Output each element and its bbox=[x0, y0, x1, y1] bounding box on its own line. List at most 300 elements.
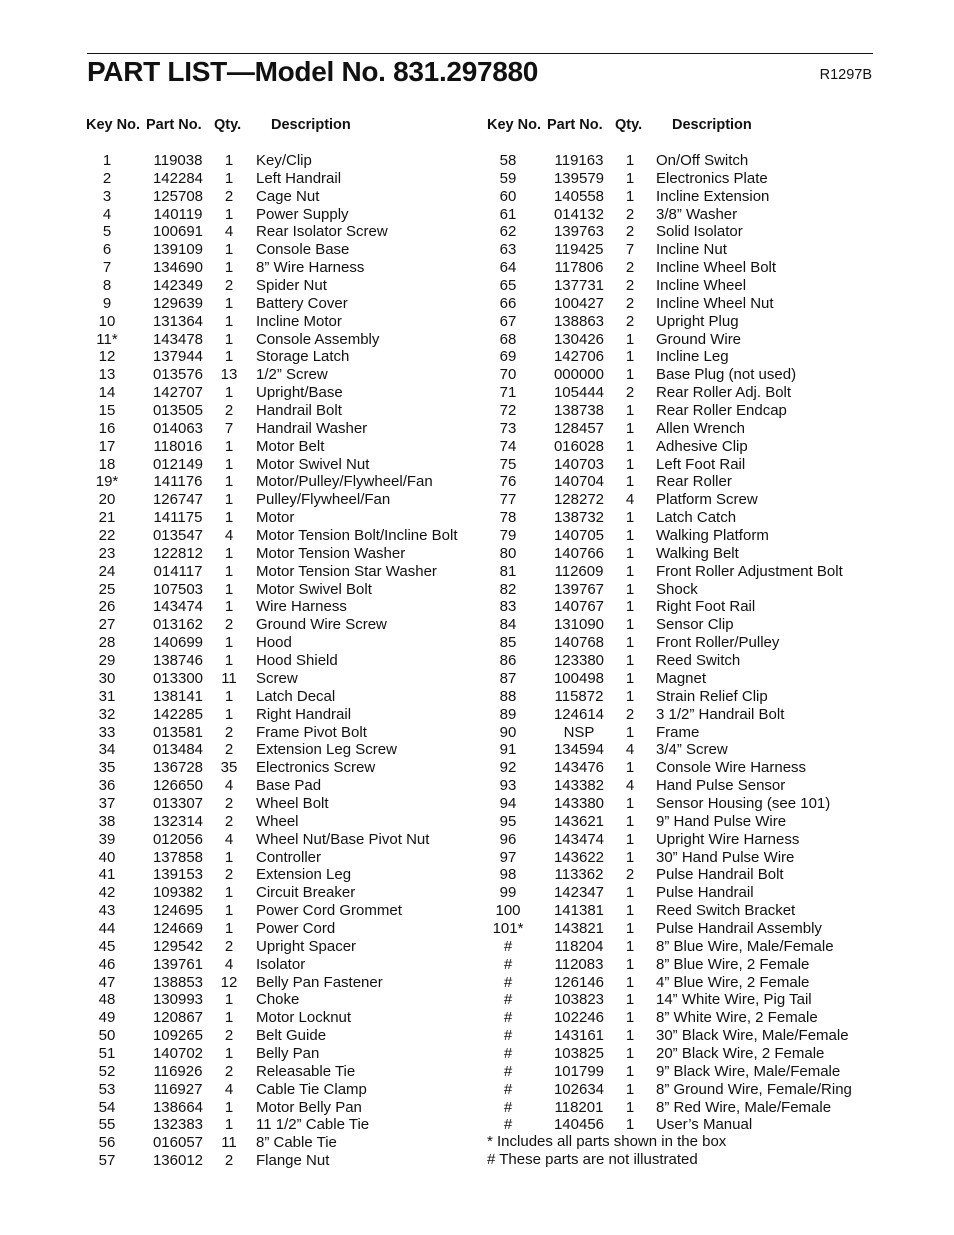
quantity: 1 bbox=[625, 348, 635, 366]
description: 8” Cable Tie bbox=[256, 1134, 337, 1152]
description: Power Cord Grommet bbox=[256, 902, 402, 920]
quantity: 1 bbox=[625, 955, 635, 973]
key-number: 62 bbox=[499, 223, 517, 241]
part-number: 014063 bbox=[152, 419, 204, 437]
part-number: 100691 bbox=[152, 223, 204, 241]
quantity: 1 bbox=[224, 152, 234, 169]
key-number: 44 bbox=[98, 919, 116, 937]
key-number: 45 bbox=[98, 937, 116, 955]
key-number: 92 bbox=[499, 759, 517, 777]
description: Releasable Tie bbox=[256, 1062, 356, 1080]
quantity: 1 bbox=[625, 848, 635, 866]
description: Motor Belt bbox=[256, 437, 325, 455]
quantity: 2 bbox=[224, 723, 234, 741]
key-number: 78 bbox=[499, 509, 517, 527]
quantity: 1 bbox=[625, 1044, 635, 1062]
part-number: 140766 bbox=[553, 544, 605, 562]
right-header-qty: Qty. bbox=[615, 117, 643, 133]
part-number: 140702 bbox=[152, 1044, 204, 1062]
key-number: 94 bbox=[499, 794, 517, 812]
description: Walking Belt bbox=[656, 544, 739, 562]
key-number: 37 bbox=[98, 794, 116, 812]
part-number: 143478 bbox=[152, 330, 204, 348]
quantity: 1 bbox=[224, 294, 234, 312]
part-number: 128272 bbox=[553, 491, 605, 509]
description: 8” Blue Wire, Male/Female bbox=[656, 937, 834, 955]
part-number: 143621 bbox=[553, 812, 605, 830]
part-number: 126747 bbox=[152, 491, 204, 509]
key-number: 87 bbox=[499, 669, 517, 687]
key-number: 18 bbox=[98, 455, 116, 473]
part-number: 139153 bbox=[152, 866, 204, 884]
quantity: 1 bbox=[625, 437, 635, 455]
quantity: 1 bbox=[224, 348, 234, 366]
quantity: 1 bbox=[224, 580, 234, 598]
part-number: 143161 bbox=[553, 1027, 605, 1045]
part-number: 014117 bbox=[153, 562, 203, 580]
part-number: 143474 bbox=[152, 598, 204, 616]
description: Incline Leg bbox=[656, 348, 729, 366]
key-number: 43 bbox=[98, 902, 116, 920]
key-number: 27 bbox=[98, 616, 116, 634]
description: 11 1/2” Cable Tie bbox=[256, 1116, 370, 1134]
description: 8” Wire Harness bbox=[256, 259, 365, 277]
part-number: 131090 bbox=[553, 616, 605, 634]
key-number: 97 bbox=[499, 848, 517, 866]
part-number: 103823 bbox=[553, 991, 605, 1009]
description: Ground Wire bbox=[656, 330, 742, 348]
description: Storage Latch bbox=[256, 348, 350, 366]
quantity: 1 bbox=[625, 902, 635, 920]
part-number: 118201 bbox=[554, 1098, 604, 1116]
part-number: 143474 bbox=[553, 830, 605, 848]
description: Screw bbox=[256, 669, 298, 687]
part-number: 012056 bbox=[152, 830, 204, 848]
quantity: 1 bbox=[625, 455, 635, 473]
part-number: 013300 bbox=[152, 669, 204, 687]
part-number: 118204 bbox=[554, 937, 604, 955]
key-number: 22 bbox=[98, 527, 116, 545]
description: Hand Pulse Sensor bbox=[656, 777, 786, 795]
part-number: 141381 bbox=[553, 902, 605, 920]
part-number: 013581 bbox=[152, 723, 204, 741]
quantity: 4 bbox=[625, 491, 635, 509]
key-number: 15 bbox=[98, 402, 116, 420]
key-number: # bbox=[503, 955, 513, 973]
page-title: PART LIST—Model No. 831.297880 bbox=[87, 56, 539, 87]
part-number: 142347 bbox=[553, 884, 605, 902]
quantity: 2 bbox=[224, 187, 234, 205]
key-number: 50 bbox=[98, 1027, 116, 1045]
description: Right Handrail bbox=[256, 705, 352, 723]
key-number: 20 bbox=[98, 491, 116, 509]
description: Incline Extension bbox=[656, 187, 770, 205]
quantity: 2 bbox=[224, 812, 234, 830]
description: Platform Screw bbox=[656, 491, 758, 509]
part-number: 134690 bbox=[152, 259, 204, 277]
part-number: 138746 bbox=[152, 652, 204, 670]
key-number: # bbox=[503, 973, 513, 991]
part-number: 118016 bbox=[153, 437, 203, 455]
quantity: 2 bbox=[625, 705, 635, 723]
key-number: 28 bbox=[98, 634, 116, 652]
key-number: # bbox=[503, 1116, 513, 1134]
part-number: 123380 bbox=[553, 652, 605, 670]
part-number: 013484 bbox=[152, 741, 204, 759]
key-number: 82 bbox=[499, 580, 517, 598]
key-number: 85 bbox=[499, 634, 517, 652]
part-number: 112083 bbox=[554, 955, 604, 973]
document-code: R1297B bbox=[819, 67, 872, 83]
quantity: 1 bbox=[625, 527, 635, 545]
key-number: # bbox=[503, 1009, 513, 1027]
description: Latch Decal bbox=[256, 687, 336, 705]
description: Belly Pan bbox=[256, 1044, 320, 1062]
quantity: 1 bbox=[625, 669, 635, 687]
part-number: 138141 bbox=[152, 687, 204, 705]
quantity: 12 bbox=[220, 973, 238, 991]
key-number: 67 bbox=[499, 312, 517, 330]
part-number: 130993 bbox=[152, 991, 204, 1009]
quantity: 1 bbox=[224, 473, 234, 491]
part-number: 142349 bbox=[152, 277, 204, 295]
description: Magnet bbox=[656, 669, 707, 687]
key-number: 52 bbox=[98, 1062, 116, 1080]
key-number: 7 bbox=[102, 259, 112, 277]
quantity: 1 bbox=[625, 616, 635, 634]
quantity: 2 bbox=[625, 866, 635, 884]
description: Motor Swivel Bolt bbox=[256, 580, 372, 598]
key-number: 95 bbox=[499, 812, 517, 830]
key-number: 6 bbox=[102, 241, 112, 259]
description: Extension Leg bbox=[256, 866, 352, 884]
quantity: 1 bbox=[625, 473, 635, 491]
description: Wheel Bolt bbox=[256, 794, 329, 812]
description: Spider Nut bbox=[256, 277, 327, 295]
description: Motor Belly Pan bbox=[256, 1098, 362, 1116]
quantity: 1 bbox=[224, 544, 234, 562]
part-number: 100498 bbox=[553, 669, 605, 687]
description: Pulley/Flywheel/Fan bbox=[256, 491, 391, 509]
description: Incline Motor bbox=[256, 312, 342, 330]
description: Flange Nut bbox=[256, 1152, 330, 1170]
description: Motor Tension Washer bbox=[256, 544, 406, 562]
part-number: 137858 bbox=[152, 848, 204, 866]
part-number: 013547 bbox=[152, 527, 204, 545]
quantity: 1 bbox=[224, 902, 234, 920]
key-number: 33 bbox=[98, 723, 116, 741]
part-number: 120867 bbox=[152, 1009, 204, 1027]
description: Incline Nut bbox=[656, 241, 727, 259]
description: Left Foot Rail bbox=[656, 455, 746, 473]
part-number: 131364 bbox=[152, 312, 204, 330]
key-number: 99 bbox=[499, 884, 517, 902]
quantity: 1 bbox=[224, 919, 234, 937]
description: Motor Swivel Nut bbox=[256, 455, 370, 473]
description: Reed Switch bbox=[656, 652, 741, 670]
key-number: 101* bbox=[492, 919, 524, 937]
part-number: 136012 bbox=[152, 1152, 204, 1170]
quantity: 1 bbox=[625, 509, 635, 527]
description: Isolator bbox=[256, 955, 306, 973]
key-number: 86 bbox=[499, 652, 517, 670]
key-number: 3 bbox=[102, 187, 112, 205]
part-number: 136728 bbox=[152, 759, 204, 777]
part-number: 140705 bbox=[553, 527, 605, 545]
part-number: 103825 bbox=[553, 1044, 605, 1062]
description: Sensor Housing (see 101) bbox=[656, 794, 831, 812]
description: Walking Platform bbox=[656, 527, 769, 545]
key-number: 13 bbox=[98, 366, 116, 384]
part-number: 012149 bbox=[152, 455, 204, 473]
key-number: 41 bbox=[98, 866, 116, 884]
description: Extension Leg Screw bbox=[256, 741, 397, 759]
key-number: 30 bbox=[98, 669, 116, 687]
quantity: 1 bbox=[625, 187, 635, 205]
description: Choke bbox=[256, 991, 300, 1009]
quantity: 1 bbox=[625, 402, 635, 420]
quantity: 1 bbox=[224, 598, 234, 616]
key-number: # bbox=[503, 1027, 513, 1045]
key-number: 29 bbox=[98, 652, 116, 670]
key-number: # bbox=[503, 1080, 513, 1098]
description: Power Cord bbox=[256, 919, 336, 937]
description: 8” Blue Wire, 2 Female bbox=[656, 955, 810, 973]
part-number: 128457 bbox=[553, 419, 605, 437]
description: 3/8” Washer bbox=[656, 205, 738, 223]
part-number: 013576 bbox=[152, 366, 204, 384]
quantity: 1 bbox=[625, 1009, 635, 1027]
quantity: 1 bbox=[625, 973, 635, 991]
right-header-key: Key No. bbox=[487, 117, 541, 133]
key-number: 84 bbox=[499, 616, 517, 634]
key-number: 8 bbox=[102, 277, 112, 295]
key-number: 1 bbox=[102, 152, 112, 169]
quantity: 1 bbox=[224, 1009, 234, 1027]
quantity: 2 bbox=[224, 1062, 234, 1080]
description: Pulse Handrail bbox=[656, 884, 754, 902]
key-number: 35 bbox=[98, 759, 116, 777]
quantity: 11 bbox=[221, 1134, 237, 1152]
left-header-part: Part No. bbox=[146, 117, 202, 133]
description: 8” Red Wire, Male/Female bbox=[656, 1098, 832, 1116]
part-number: 139579 bbox=[553, 169, 605, 187]
quantity: 1 bbox=[625, 652, 635, 670]
part-number: 130426 bbox=[553, 330, 605, 348]
part-number: 129639 bbox=[152, 294, 204, 312]
quantity: 1 bbox=[224, 491, 234, 509]
key-number: 17 bbox=[98, 437, 116, 455]
description: Upright Spacer bbox=[256, 937, 357, 955]
description: Rear Isolator Screw bbox=[256, 223, 388, 241]
part-number: 140558 bbox=[553, 187, 605, 205]
description: Incline Wheel bbox=[656, 277, 747, 295]
key-number: 88 bbox=[499, 687, 517, 705]
part-number: 122812 bbox=[152, 544, 204, 562]
description: Ground Wire Screw bbox=[256, 616, 387, 634]
part-number: 143382 bbox=[553, 777, 605, 795]
quantity: 1 bbox=[625, 1098, 635, 1116]
part-number: 000000 bbox=[553, 366, 605, 384]
part-number: 013162 bbox=[152, 616, 204, 634]
part-number: 142284 bbox=[152, 169, 204, 187]
key-number: 34 bbox=[98, 741, 116, 759]
quantity: 2 bbox=[224, 1152, 234, 1170]
quantity: 1 bbox=[224, 884, 234, 902]
key-number: 90 bbox=[499, 723, 517, 741]
description: On/Off Switch bbox=[656, 152, 749, 169]
quantity: 1 bbox=[625, 884, 635, 902]
key-number: 58 bbox=[499, 152, 517, 169]
quantity: 4 bbox=[625, 741, 635, 759]
part-number: 138863 bbox=[553, 312, 605, 330]
key-number: # bbox=[503, 1098, 513, 1116]
description: Wheel Nut/Base Pivot Nut bbox=[256, 830, 430, 848]
key-number: 47 bbox=[98, 973, 116, 991]
quantity: 1 bbox=[625, 598, 635, 616]
key-number: # bbox=[503, 991, 513, 1009]
part-number: 138732 bbox=[553, 509, 605, 527]
quantity: 2 bbox=[625, 223, 635, 241]
description: Frame bbox=[656, 723, 700, 741]
quantity: 1 bbox=[224, 991, 234, 1009]
key-number: 36 bbox=[98, 777, 116, 795]
quantity: 1 bbox=[224, 634, 234, 652]
description: Circuit Breaker bbox=[256, 884, 356, 902]
quantity: 4 bbox=[224, 223, 234, 241]
part-number: 142285 bbox=[152, 705, 204, 723]
key-number: 9 bbox=[102, 294, 112, 312]
key-number: 14 bbox=[98, 384, 116, 402]
quantity: 1 bbox=[224, 259, 234, 277]
part-number: 139761 bbox=[152, 955, 204, 973]
key-number: 42 bbox=[98, 884, 116, 902]
description: Right Foot Rail bbox=[656, 598, 756, 616]
part-number: 113362 bbox=[554, 866, 604, 884]
description: 8” Ground Wire, Female/Ring bbox=[656, 1080, 852, 1098]
quantity: 1 bbox=[224, 205, 234, 223]
key-number: 26 bbox=[98, 598, 116, 616]
description: 8” White Wire, 2 Female bbox=[656, 1009, 818, 1027]
part-number: 107503 bbox=[152, 580, 204, 598]
description: Solid Isolator bbox=[656, 223, 743, 241]
quantity: 1 bbox=[625, 687, 635, 705]
quantity: 1 bbox=[224, 241, 234, 259]
part-number: 138738 bbox=[553, 402, 605, 420]
description: Key/Clip bbox=[256, 152, 312, 169]
part-number: 141176 bbox=[153, 473, 203, 491]
part-number: 102634 bbox=[553, 1080, 605, 1098]
description: Frame Pivot Bolt bbox=[256, 723, 367, 741]
key-number: # bbox=[503, 1062, 513, 1080]
key-number: # bbox=[503, 1044, 513, 1062]
description: Upright/Base bbox=[256, 384, 343, 402]
key-number: 66 bbox=[499, 294, 517, 312]
quantity: 1 bbox=[625, 759, 635, 777]
part-number: 013307 bbox=[152, 794, 204, 812]
quantity: 1 bbox=[224, 312, 234, 330]
part-number: 139763 bbox=[553, 223, 605, 241]
part-number: 143821 bbox=[553, 919, 605, 937]
quantity: 1 bbox=[625, 562, 635, 580]
part-number: 143622 bbox=[553, 848, 605, 866]
quantity: 1 bbox=[224, 330, 234, 348]
key-number: 61 bbox=[499, 205, 517, 223]
part-number: 109265 bbox=[152, 1027, 204, 1045]
description: 30” Black Wire, Male/Female bbox=[656, 1027, 849, 1045]
part-number: 100427 bbox=[553, 294, 605, 312]
part-number: 126650 bbox=[152, 777, 204, 795]
key-number: 70 bbox=[499, 366, 517, 384]
quantity: 1 bbox=[625, 830, 635, 848]
left-header-key: Key No. bbox=[86, 117, 140, 133]
description: Rear Roller Endcap bbox=[656, 402, 787, 420]
part-number: 117806 bbox=[554, 259, 604, 277]
key-number: 93 bbox=[499, 777, 517, 795]
quantity: 2 bbox=[625, 294, 635, 312]
key-number: 53 bbox=[98, 1080, 116, 1098]
description: Console Assembly bbox=[256, 330, 380, 348]
key-number: 74 bbox=[499, 437, 517, 455]
key-number: 69 bbox=[499, 348, 517, 366]
quantity: 1 bbox=[625, 794, 635, 812]
quantity: 13 bbox=[220, 366, 238, 384]
part-number: 124614 bbox=[553, 705, 605, 723]
description: Sensor Clip bbox=[656, 616, 734, 634]
description: Adhesive Clip bbox=[656, 437, 748, 455]
description: 1/2” Screw bbox=[256, 366, 328, 384]
quantity: 7 bbox=[224, 419, 234, 437]
description: Strain Relief Clip bbox=[656, 687, 768, 705]
part-number: 134594 bbox=[553, 741, 605, 759]
key-number: 23 bbox=[98, 544, 116, 562]
description: Console Base bbox=[256, 241, 350, 259]
key-number: 2 bbox=[102, 169, 112, 187]
key-number: 21 bbox=[98, 509, 116, 527]
footnote-included: * Includes all parts shown in the box bbox=[487, 1133, 727, 1150]
part-number: 141175 bbox=[153, 509, 203, 527]
quantity: 1 bbox=[224, 455, 234, 473]
quantity: 1 bbox=[625, 812, 635, 830]
key-number: 57 bbox=[98, 1152, 116, 1170]
description: Front Roller/Pulley bbox=[656, 634, 780, 652]
part-number: 112609 bbox=[554, 562, 604, 580]
quantity: 2 bbox=[224, 937, 234, 955]
part-number: 014132 bbox=[553, 205, 605, 223]
quantity: 1 bbox=[224, 562, 234, 580]
key-number: 56 bbox=[98, 1134, 116, 1152]
description: Belt Guide bbox=[256, 1027, 327, 1045]
part-number: 140456 bbox=[553, 1116, 605, 1134]
part-number: 116927 bbox=[153, 1080, 203, 1098]
description: Battery Cover bbox=[256, 294, 348, 312]
description: Upright Plug bbox=[656, 312, 739, 330]
description: 30” Hand Pulse Wire bbox=[656, 848, 795, 866]
quantity: 1 bbox=[625, 152, 635, 169]
quantity: 1 bbox=[625, 544, 635, 562]
key-number: 73 bbox=[499, 419, 517, 437]
key-number: 64 bbox=[499, 259, 517, 277]
part-number: 016057 bbox=[152, 1134, 204, 1152]
part-number: 139109 bbox=[152, 241, 204, 259]
description: Incline Wheel Nut bbox=[656, 294, 774, 312]
description: Base Plug (not used) bbox=[656, 366, 797, 384]
key-number: 11* bbox=[96, 330, 118, 348]
description: Console Wire Harness bbox=[656, 759, 807, 777]
description: Controller bbox=[256, 848, 322, 866]
description: User’s Manual bbox=[656, 1116, 753, 1134]
description: 3 1/2” Handrail Bolt bbox=[656, 705, 785, 723]
